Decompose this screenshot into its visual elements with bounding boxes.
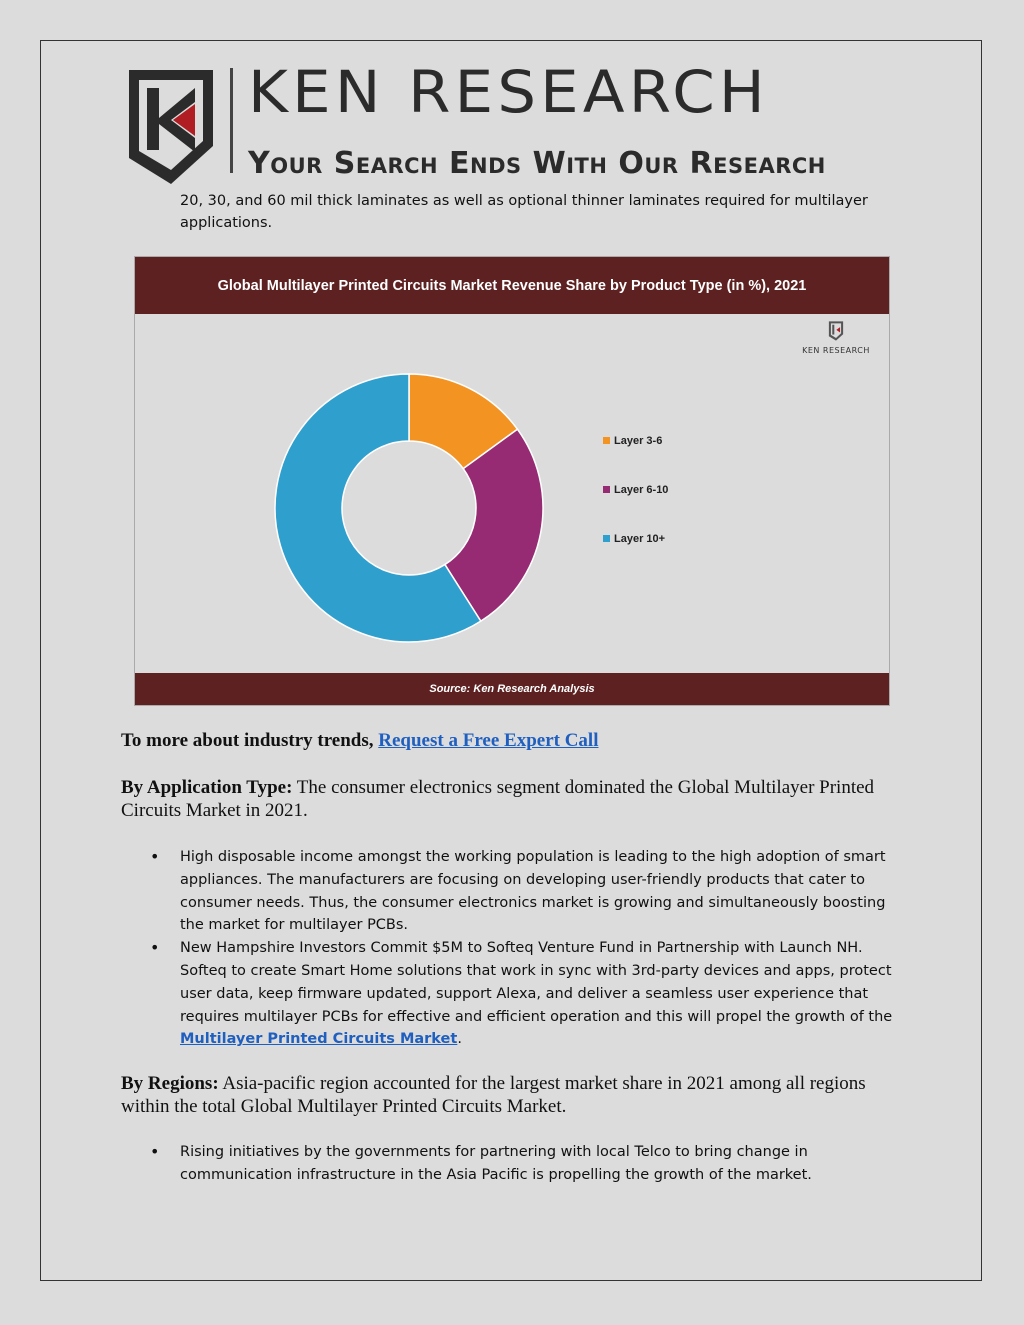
application-paragraph [121,776,901,822]
legend-swatch [603,486,610,493]
legend-label: Layer 10+ [614,533,666,545]
multilayer-market-link[interactable]: Multilayer Printed Circuits Market [180,1031,458,1048]
watermark-text: KEN RESEARCH [802,346,870,355]
chart-container [134,256,890,706]
ken-research-logo-icon [127,68,215,186]
cta-prefix: To more about industry trends, [121,730,379,751]
chart-title: Global Multilayer Printed Circuits Market Revenue Share by Product Type (in %), 2021 [135,257,889,314]
bullet-text: New Hampshire Investors Commit $5M to Softeq Venture Fund in Partnership with Launch NH. Softeq to create Smart Home solutions that work in sync with 3rd-party devices and apps, protect user data, keep firmware updated, support Alexa, and deliver a seamless user experience that requires multilayer PCBs for effective and efficient operation and this will propel the growth of the [180,940,893,1025]
logo-divider [230,68,233,173]
legend-swatch [603,437,610,444]
brand-name: KEN RESEARCH [248,58,769,126]
regions-bullets [150,1141,910,1187]
brand-tagline: Your Search Ends With Our Research [248,146,826,181]
application-heading: By Application Type: [121,777,293,798]
donut-chart [135,314,889,674]
legend-label: Layer 6-10 [614,484,669,496]
regions-text: Asia-pacific region accounted for the largest market share in 2021 among all regions within the total Global Multilayer Printed Circuits Market. [121,1073,866,1117]
regions-paragraph [121,1072,901,1118]
application-text: The consumer electronics segment dominated the Global Multilayer Printed Circuits Market in 2021. [121,777,875,821]
chart-source: Source: Ken Research Analysis [135,673,889,705]
application-bullets [150,846,910,1051]
cta-line [121,730,598,752]
request-expert-call-link[interactable]: Request a Free Expert Call [378,730,599,751]
regions-heading: By Regions: [121,1073,219,1094]
intro-text: 20, 30, and 60 mil thick laminates as well as optional thinner laminates required for multilayer applications. [180,193,868,231]
list-item: • Rising initiatives by the governments for partnering with local Telco to bring change in communication infrastructure in the Asia Pacific is propelling the growth of the market. [150,1141,910,1187]
bullet-end: . [457,1031,462,1048]
legend-label: Layer 3-6 [614,435,663,447]
legend-swatch [603,535,610,542]
list-item: • High disposable income amongst the working population is leading to the high adoption of smart appliances. The manufacturers are focusing on developing user-friendly products that cater to consumer needs. Thus, the consumer electronics market is growing and simultaneously boosting the market for multilayer PCBs. [150,846,910,937]
list-item [150,937,910,1051]
